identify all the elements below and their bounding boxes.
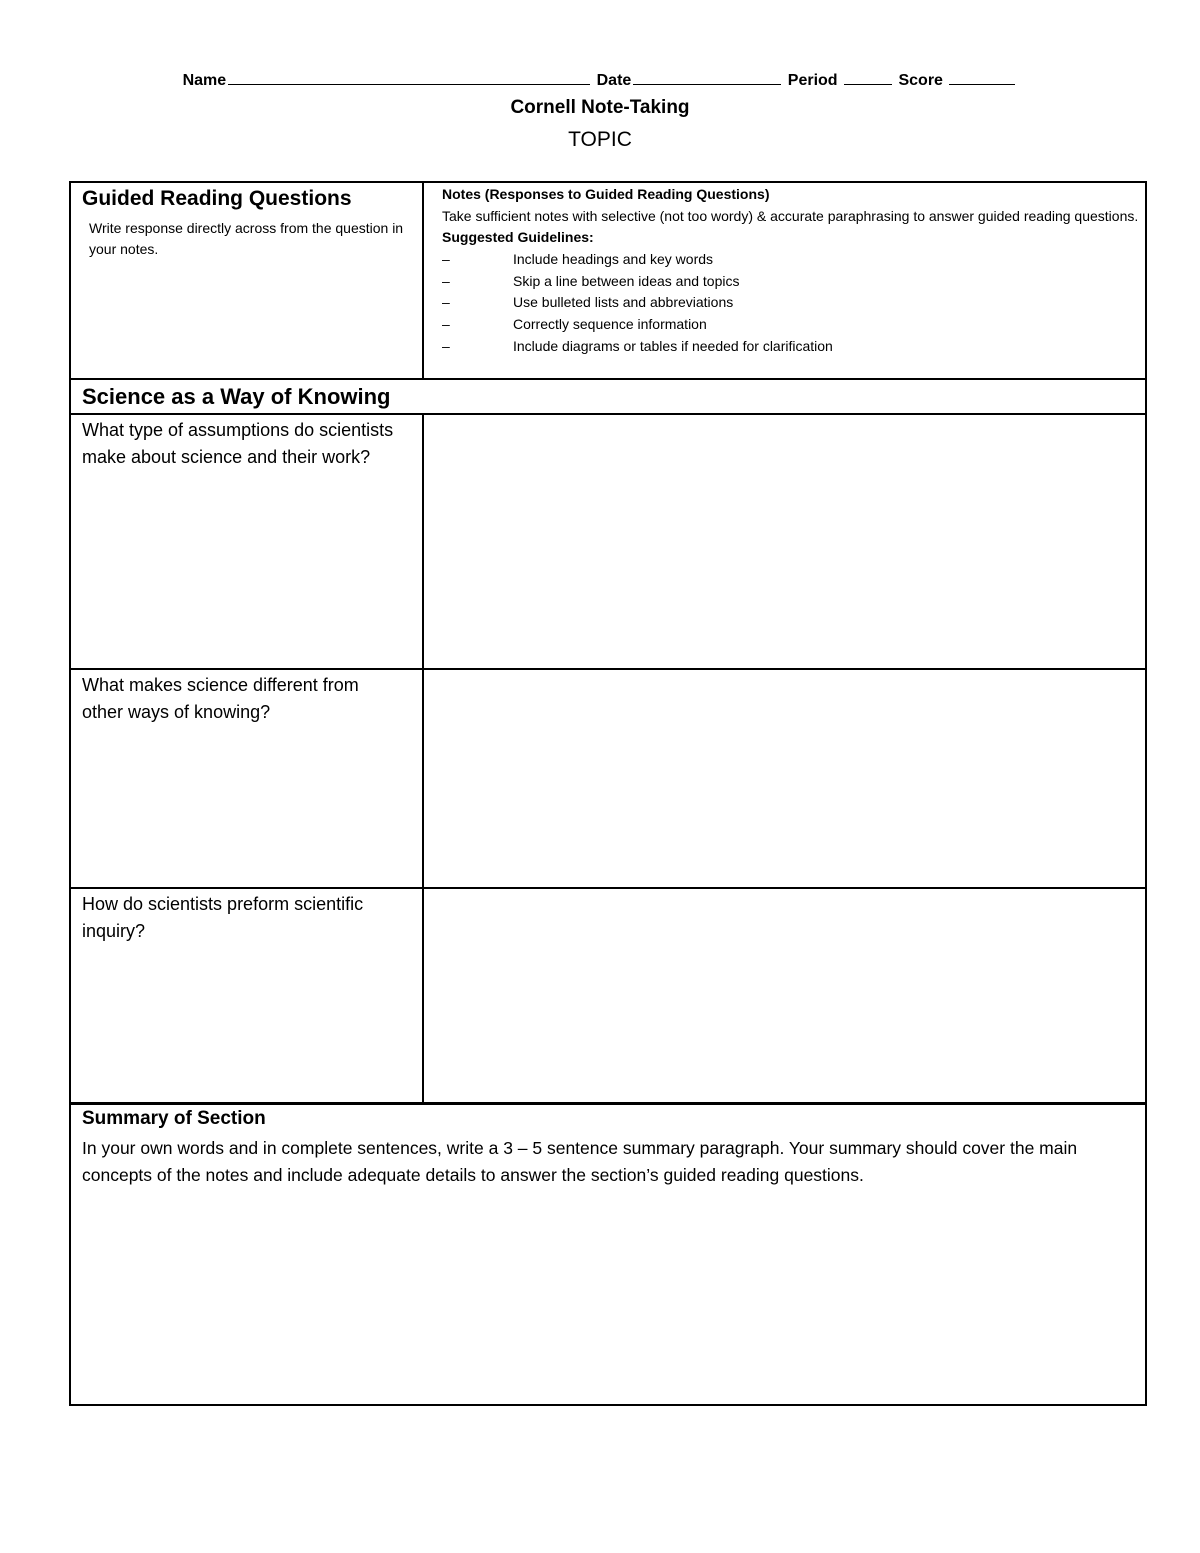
- question-2: What makes science different from other ways of knowing?: [82, 675, 359, 722]
- guidelines-label: Suggested Guidelines:: [442, 229, 594, 246]
- guided-reading-title: Guided Reading Questions: [82, 187, 352, 210]
- guideline-item: – Include headings and key words: [442, 249, 1142, 271]
- guideline-item: – Skip a line between ideas and topics: [442, 271, 1142, 293]
- document-topic: TOPIC: [568, 128, 632, 151]
- name-label: Name: [182, 72, 227, 89]
- notes-area-2[interactable]: [425, 671, 1145, 886]
- notes-area-3[interactable]: [425, 890, 1145, 1102]
- row-divider-q1: [69, 668, 1147, 670]
- column-divider-body: [422, 413, 424, 1104]
- notes-instructions-text: Take sufficient notes with selective (not too wordy) & accurate paraphrasing to answer guided reading questions.: [442, 207, 1139, 224]
- date-label: Date: [596, 72, 632, 89]
- summary-writing-area[interactable]: [72, 1190, 1144, 1402]
- guided-reading-subtitle: Write response directly across from the question in your notes.: [89, 220, 404, 257]
- row-divider-header: [69, 378, 1147, 380]
- date-field[interactable]: [633, 70, 781, 85]
- document-title: Cornell Note-Taking: [510, 97, 690, 118]
- dash-bullet: –: [442, 272, 450, 289]
- dash-bullet: –: [442, 251, 450, 268]
- guideline-item: – Include diagrams or tables if needed for clarification: [442, 336, 1142, 358]
- section-heading: Science as a Way of Knowing: [82, 384, 391, 409]
- guideline-item: – Correctly sequence information: [442, 314, 1142, 336]
- guideline-item: – Use bulleted lists and abbreviations: [442, 292, 1142, 314]
- period-label: Period: [787, 72, 838, 89]
- dash-bullet: –: [442, 294, 450, 311]
- period-field[interactable]: [844, 70, 892, 85]
- row-divider-q2: [69, 887, 1147, 889]
- question-3: How do scientists preform scientific inquiry?: [82, 894, 364, 941]
- summary-instructions: In your own words and in complete sentences, write a 3 – 5 sentence summary paragraph. Your summary should cover the main concepts of the notes and include adequate details to answer the section’s guided reading questions.: [82, 1138, 1078, 1185]
- summary-title: Summary of Section: [82, 1108, 266, 1129]
- student-info-line: [0, 70, 1200, 90]
- notes-title: Notes (Responses to Guided Reading Questions): [442, 186, 770, 202]
- score-field[interactable]: [949, 70, 1015, 85]
- name-field[interactable]: [228, 70, 590, 85]
- question-1: What type of assumptions do scientists make about science and their work?: [82, 420, 394, 467]
- row-divider-section: [69, 413, 1147, 415]
- score-label: Score: [898, 72, 943, 89]
- notes-instructions: [442, 184, 1142, 358]
- dash-bullet: –: [442, 337, 450, 354]
- notes-area-1[interactable]: [425, 416, 1145, 667]
- dash-bullet: –: [442, 316, 450, 333]
- column-divider-top: [422, 181, 424, 380]
